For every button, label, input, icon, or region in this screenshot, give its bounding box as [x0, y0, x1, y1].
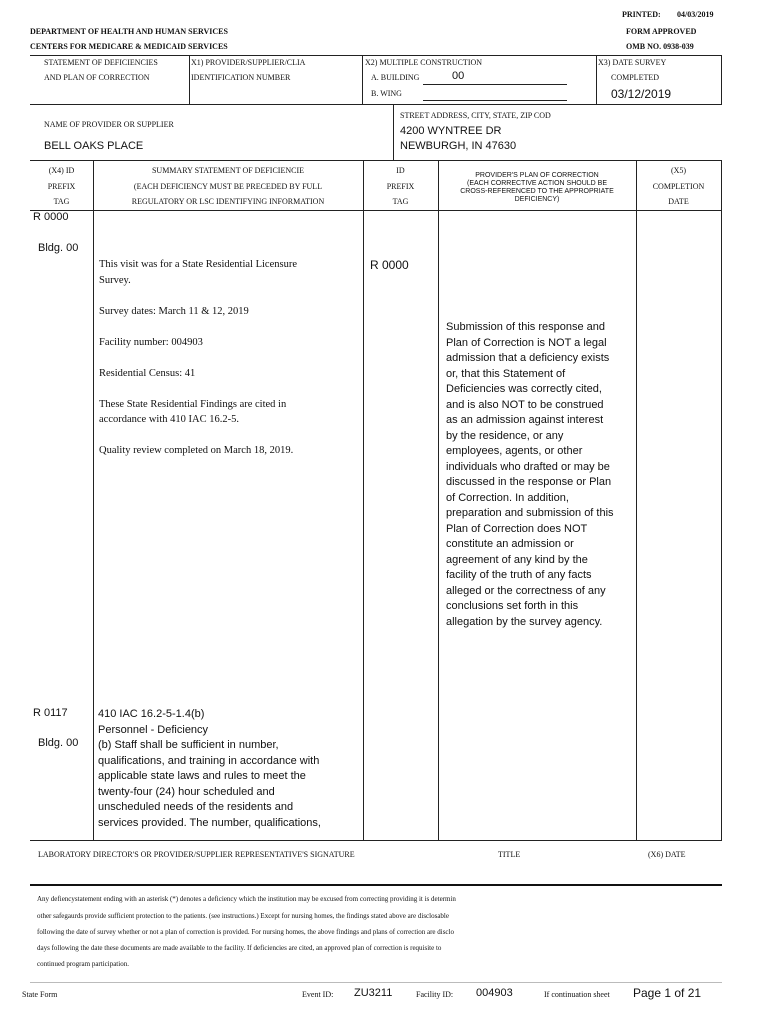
building-value: 00: [452, 70, 465, 82]
plan-line: constitute an admission or: [446, 538, 574, 550]
summary-line: [99, 319, 297, 335]
omb-number: OMB NO. 0938-039: [626, 42, 694, 51]
divider: [721, 55, 722, 104]
divider: [189, 55, 190, 104]
column-divider: [93, 160, 94, 840]
summary-header-2: (EACH DEFICIENCY MUST BE PRECEDED BY FULL: [133, 182, 323, 191]
signature-label: LABORATORY DIRECTOR'S OR PROVIDER/SUPPLIER REPRESENTATIVE'S SIGNATURE: [38, 850, 355, 859]
deficiency-tag: R 0117: [33, 707, 68, 719]
id-header-2: PREFIX: [386, 182, 415, 191]
summary-line: Personnel - Deficiency: [98, 723, 209, 736]
wing-underline: [423, 100, 567, 101]
printed-label: PRINTED:: [622, 10, 661, 19]
x4-header: (X4) ID: [48, 166, 75, 175]
plan-line: or, that this Statement of: [446, 367, 566, 380]
disclaimer-line: Any defiencystatement ending with an asterisk (*) denotes a deficiency which the institution may be excused from correcting providing it is determin: [37, 895, 456, 903]
disclaimer-line: continued program participation.: [37, 960, 129, 968]
summary-line: Survey.: [99, 274, 131, 286]
summary-line: Facility number: 004903: [99, 336, 203, 348]
deficiency-tag: R 0000: [33, 211, 69, 223]
plan-line: employees, agents, or other: [446, 445, 583, 457]
plan-line: admission that a deficiency exists: [446, 352, 610, 364]
summary-line: [99, 428, 297, 444]
summary-line: 410 IAC 16.2-5-1.4(b): [98, 708, 205, 720]
top-rule: [30, 55, 722, 56]
x5-header-3: DATE: [668, 197, 689, 206]
statement-label: STATEMENT OF DEFICIENCIES: [44, 58, 158, 67]
provider-name: BELL OAKS PLACE: [44, 140, 144, 152]
summary-header: SUMMARY STATEMENT OF DEFICIENCIE: [151, 166, 305, 175]
x4-header-3: TAG: [53, 197, 70, 206]
divider: [596, 55, 597, 104]
plan-line: Plan of Correction is NOT a legal: [446, 336, 607, 349]
summary-line: (b) Staff shall be sufficient in number,: [98, 739, 279, 751]
provider-bottom-rule: [30, 160, 722, 161]
centers-title: CENTERS FOR MEDICARE & MEDICAID SERVICES: [30, 42, 228, 51]
summary-line: These State Residential Findings are cited in: [99, 398, 287, 410]
summary-line: Residential Census: 41: [99, 367, 196, 379]
plan-line: preparation and submission of this: [446, 507, 614, 519]
x5-header-2: COMPLETION: [652, 182, 705, 191]
summary-line: This visit was for a State Residential Licensure: [99, 259, 297, 270]
summary-line: Survey dates: March 11 & 12, 2019: [99, 305, 249, 317]
summary-header-3: REGULATORY OR LSC IDENTIFYING INFORMATION: [131, 197, 325, 206]
x4-header-2: PREFIX: [47, 182, 76, 191]
wing-label: B. WING: [371, 89, 402, 98]
plan-line: by the residence, or any: [446, 429, 564, 442]
summary-text: [99, 257, 297, 459]
id-header-3: TAG: [392, 197, 409, 206]
column-divider: [438, 160, 439, 840]
summary-line: applicable state laws and rules to meet the: [98, 770, 306, 782]
summary-line: [99, 350, 297, 366]
plan-line: alleged or the correctness of any: [446, 584, 606, 597]
plan-line: as an admission against interest: [446, 414, 604, 426]
divider: [362, 55, 363, 104]
continuation-label: If continuation sheet: [544, 990, 610, 999]
summary-line: accordance with 410 IAC 16.2-5.: [99, 414, 239, 425]
building-code: Bldg. 00: [38, 242, 79, 254]
statement-label-2: AND PLAN OF CORRECTION: [44, 73, 150, 82]
provider-name-label: NAME OF PROVIDER OR SUPPLIER: [44, 120, 174, 129]
building-code: Bldg. 00: [38, 737, 79, 749]
form-approved: FORM APPROVED: [626, 27, 697, 36]
plan-line: conclusions set forth in this: [446, 600, 579, 612]
plan-line: Submission of this response and: [446, 321, 605, 333]
top-box-bottom-rule: [30, 104, 722, 105]
summary-line: qualifications, and training in accordance with: [98, 754, 320, 767]
state-form-label: State Form: [22, 990, 58, 999]
plan-header-4: DEFICIENCY): [514, 196, 560, 203]
provider-id-label: X1) PROVIDER/SUPPLIER/CLIA: [191, 58, 306, 67]
id-prefix-tag: R 0000: [370, 258, 409, 272]
page-number: Page 1 of 21: [633, 986, 702, 1000]
plan-line: and is also NOT to be construed: [446, 398, 604, 411]
divider: [393, 104, 394, 160]
summary-line: twenty-four (24) hour scheduled and: [98, 785, 275, 798]
title-label: TITLE: [498, 850, 521, 859]
building-label: A. BUILDING: [371, 73, 420, 82]
plan-line: allegation by the survey agency.: [446, 615, 603, 628]
column-header-bottom-rule: [30, 210, 722, 211]
plan-line: agreement of any kind by the: [446, 553, 588, 566]
column-divider: [721, 160, 722, 840]
event-id-label: Event ID:: [302, 990, 334, 999]
summary-line: [99, 288, 297, 304]
column-divider: [363, 160, 364, 840]
plan-line: discussed in the response or Plan: [446, 476, 612, 488]
address-label: STREET ADDRESS, CITY, STATE, ZIP COD: [400, 111, 551, 120]
address-city: NEWBURGH, IN 47630: [400, 140, 517, 152]
plan-line: facility of the truth of any facts: [446, 569, 592, 581]
summary-line: services provided. The number, qualifications,: [98, 816, 321, 829]
facility-id-label: Facility ID:: [416, 990, 454, 999]
summary-text: [98, 707, 321, 831]
facility-id-value: 004903: [476, 987, 513, 999]
plan-line: of Correction. In addition,: [446, 491, 569, 504]
date-label: (X6) DATE: [648, 850, 686, 859]
signature-bottom-rule: [30, 884, 722, 886]
id-header: ID: [396, 166, 405, 175]
plan-header: PROVIDER'S PLAN OF CORRECTION: [475, 172, 599, 179]
date-survey-label: X3) DATE SURVEY: [598, 58, 667, 67]
completed-label: COMPLETED: [611, 73, 659, 82]
column-divider: [636, 160, 637, 840]
disclaimer-line: days following the date these documents are made available to the facility. If deficiencies are cited, an approved plan of correction is requisite to: [37, 944, 442, 952]
plan-of-correction-text: [446, 320, 614, 630]
footer-rule: [30, 982, 722, 983]
summary-line: Quality review completed on March 18, 2019.: [99, 445, 294, 456]
multiple-construction-label: X2) MULTIPLE CONSTRUCTION: [365, 58, 483, 67]
x5-header: (X5): [670, 166, 687, 175]
plan-line: Plan of Correction does NOT: [446, 522, 588, 535]
department-title: DEPARTMENT OF HEALTH AND HUMAN SERVICES: [30, 27, 228, 36]
plan-line: individuals who drafted or may be: [446, 460, 610, 473]
summary-line: [99, 381, 297, 397]
plan-header-2: (EACH CORRECTIVE ACTION SHOULD BE: [466, 180, 608, 187]
printed-date: 04/03/2019: [677, 10, 714, 19]
summary-line: unscheduled needs of the residents and: [98, 801, 294, 813]
disclaimer-line: following the date of survey whether or not a plan of correction is provided. For nursing homes, the above findings and plans of correction are disclo: [37, 928, 454, 936]
address-street: 4200 WYNTREE DR: [400, 125, 502, 137]
building-underline: [423, 84, 567, 85]
signature-top-rule: [30, 840, 722, 841]
provider-id-label-2: IDENTIFICATION NUMBER: [191, 73, 291, 82]
plan-header-3: CROSS-REFERENCED TO THE APPROPRIATE: [460, 188, 614, 195]
plan-line: Deficiencies was correctly cited,: [446, 383, 602, 395]
disclaimer-line: other safegaurds provide sufficient protection to the patients. (see instructions.) Except for nursing homes, the findings stated above are disclosable: [37, 912, 449, 920]
event-id-value: ZU3211: [354, 987, 393, 999]
survey-completed-date: 03/12/2019: [611, 87, 672, 101]
